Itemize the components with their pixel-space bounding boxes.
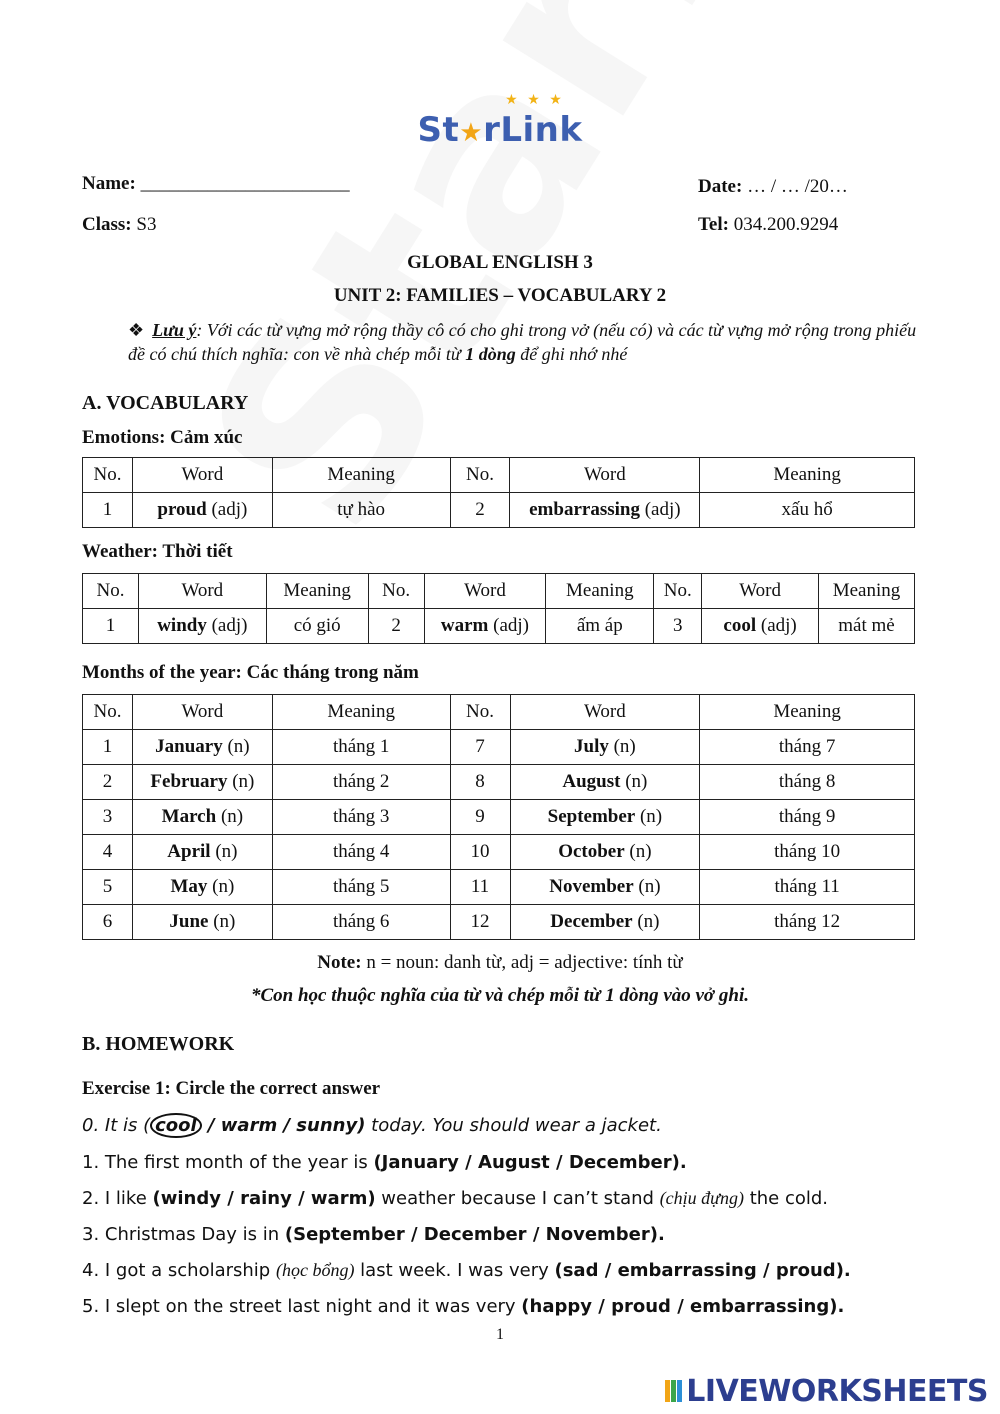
emotions-heading: Emotions: Cảm xúc xyxy=(82,427,243,448)
page-number: 1 xyxy=(496,1326,504,1343)
table-header-row: No. Word Meaning No. Word Meaning xyxy=(83,458,915,493)
date-field: Date: … / … /20… xyxy=(698,176,848,197)
answer-options[interactable]: (September / December / November). xyxy=(284,1224,665,1245)
note-paragraph: ❖ Lưu ý: Với các từ vựng mở rộng thầy cô có cho ghi trong vở (nếu có) và các từ vựng mở rộng trong phiếu đề có chú thích nghĩa: con về nhà chép mỗi từ 1 dòng để ghi nhớ nhé xyxy=(128,320,917,364)
question-3: 3. Christmas Day is in (September / December / November). xyxy=(82,1224,665,1245)
answer-options[interactable]: (sad / embarrassing / proud). xyxy=(554,1260,851,1281)
answer-options[interactable]: (windy / rainy / warm) xyxy=(152,1188,376,1209)
table-row: 6 June (n) tháng 6 12 December (n) tháng 12 xyxy=(83,905,915,940)
liveworksheets-logo[interactable]: LIVEWORKSHEETS xyxy=(665,1374,988,1409)
months-table xyxy=(82,694,915,940)
table-row: 3 March (n) tháng 3 9 September (n) tháng 9 xyxy=(83,800,915,835)
answer-options[interactable]: (January / August / December). xyxy=(373,1152,687,1173)
section-b-heading: B. HOMEWORK xyxy=(82,1033,235,1055)
table-row: 1 proud (adj) tự hào 2 embarrassing (adj) xấu hổ xyxy=(83,493,915,528)
emotions-table xyxy=(82,457,915,528)
class-field: Class: S3 xyxy=(82,214,157,235)
months-heading: Months of the year: Các tháng trong năm xyxy=(82,662,419,683)
exercise-1-heading: Exercise 1: Circle the correct answer xyxy=(82,1078,381,1099)
course-title: GLOBAL ENGLISH 3 xyxy=(407,252,593,273)
question-1: 1. The first month of the year is (January / August / December). xyxy=(82,1152,687,1173)
weather-heading: Weather: Thời tiết xyxy=(82,541,233,562)
liveworksheets-icon xyxy=(665,1378,683,1404)
answer-options[interactable]: (happy / proud / embarrassing). xyxy=(521,1296,845,1317)
table-row: 5 May (n) tháng 5 11 November (n) tháng 11 xyxy=(83,870,915,905)
unit-title: UNIT 2: FAMILIES – VOCABULARY 2 xyxy=(333,285,667,306)
name-field: Name: ______________________ xyxy=(82,173,350,194)
table-row: 4 April (n) tháng 4 10 October (n) tháng 10 xyxy=(83,835,915,870)
table-header-row: No. Word Meaning No. Word Meaning No. Word Meaning xyxy=(83,574,915,609)
question-5: 5. I slept on the street last night and it was very (happy / proud / embarrassing). xyxy=(82,1296,845,1317)
weather-table xyxy=(82,573,915,644)
diamond-bullet-icon: ❖ xyxy=(128,320,145,340)
table-row: 2 February (n) tháng 2 8 August (n) tháng 8 xyxy=(83,765,915,800)
abbreviation-note: Note: n = noun: danh từ, adj = adjective: tính từ xyxy=(317,952,683,973)
question-2: 2. I like (windy / rainy / warm) weather because I can’t stand (chịu đựng) the cold. xyxy=(82,1188,829,1209)
starlink-logo: ★ ★ ★ St★rLink xyxy=(0,92,1000,150)
study-instruction: *Con học thuộc nghĩa của từ và chép mỗi từ 1 dòng vào vở ghi. xyxy=(251,985,749,1006)
table-header-row: No. Word Meaning No. Word Meaning xyxy=(83,695,915,730)
answer-circle: cool xyxy=(150,1113,202,1138)
tel-field: Tel: 034.200.9294 xyxy=(698,214,839,235)
section-a-heading: A. VOCABULARY xyxy=(82,392,249,414)
star-icon: ★ xyxy=(459,118,484,148)
logo-stars-icon: ★ ★ ★ xyxy=(505,93,565,108)
question-4: 4. I got a scholarship (học bổng) last week. I was very (sad / embarrassing / proud). xyxy=(82,1260,851,1281)
table-row: 1 January (n) tháng 1 7 July (n) tháng 7 xyxy=(83,730,915,765)
question-0: 0. It is ( cool / warm / sunny) today. You should wear a jacket. xyxy=(82,1115,662,1136)
table-row: 1 windy (adj) có gió 2 warm (adj) ấm áp 3 cool (adj) mát mẻ xyxy=(83,609,915,644)
